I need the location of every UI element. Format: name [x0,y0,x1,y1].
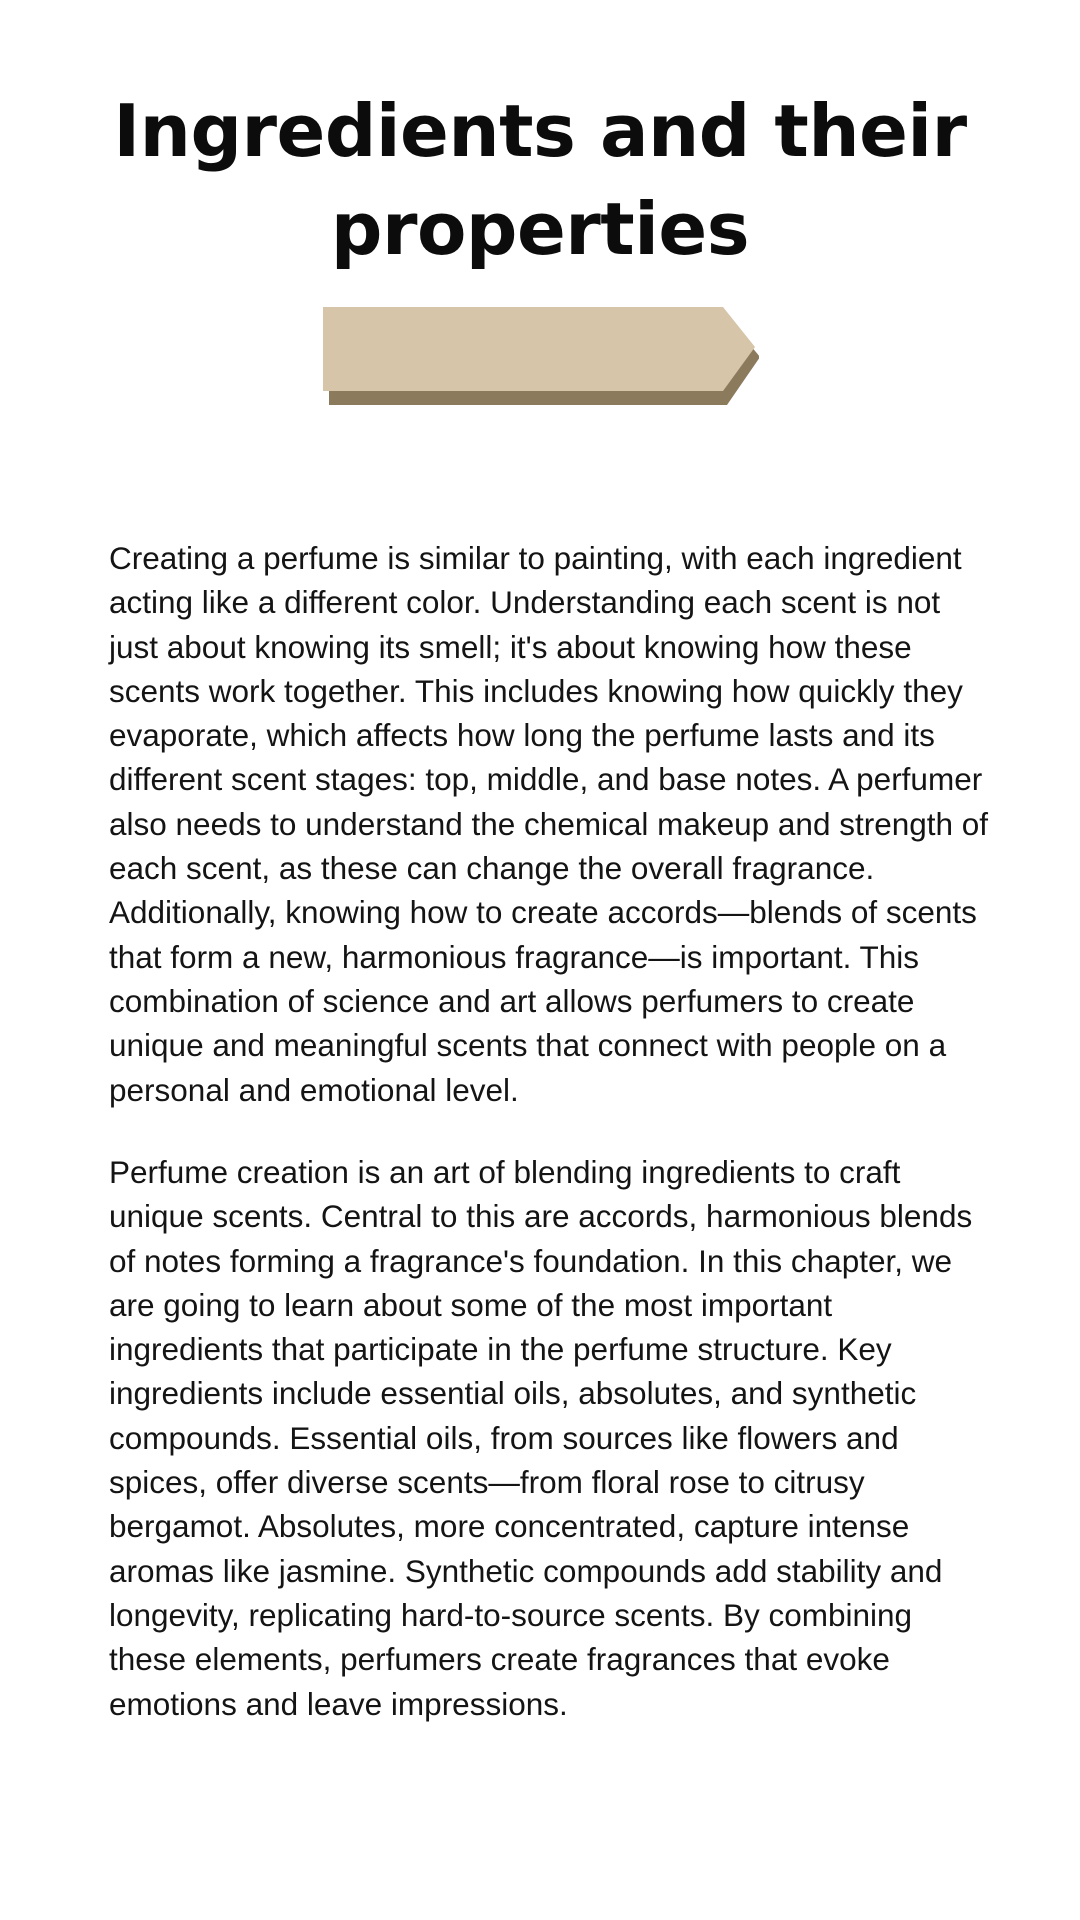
page-title-line-2: properties [330,187,750,271]
page-title [0,82,1080,278]
arrow-banner-face [323,307,755,391]
ingredients-paragraph: Perfume creation is an art of blending ingredients to craft unique scents. Central to this are accords, harmonious blends of notes forming a fragrance's foundation. In this chapter, we are going to learn about some of the most important ingredients that participate in the perfume structure. Key ingredients include essential oils, absolutes, and synthetic compounds. Essential oils, from sources like flowers and spices, offer diverse scents—from floral rose to citrusy bergamot. Absolutes, more concentrated, capture intense aromas like jasmine. Synthetic compounds add stability and longevity, replicating hard-to-source scents. By combining these elements, perfumers create fragrances that evoke emotions and leave impressions. [109,1154,973,1722]
page-title-line-1: Ingredients and their [113,89,967,173]
intro-paragraph: Creating a perfume is similar to painting, with each ingredient acting like a different color. Understanding each scent is not just about knowing its smell; it's about knowing how these scents work together. This includes knowing how quickly they evaporate, which affects how long the perfume lasts and its different scent stages: top, middle, and base notes. A perfumer also needs to understand the chemical makeup and strength of each scent, as these can change the overall fragrance. Additionally, knowing how to create accords—blends of scents that form a new, harmonious fragrance—is important. This combination of science and art allows perfumers to create unique and meaningful scents that connect with people on a personal and emotional level. [109,540,989,1108]
decorative-arrow-banner [323,305,759,405]
